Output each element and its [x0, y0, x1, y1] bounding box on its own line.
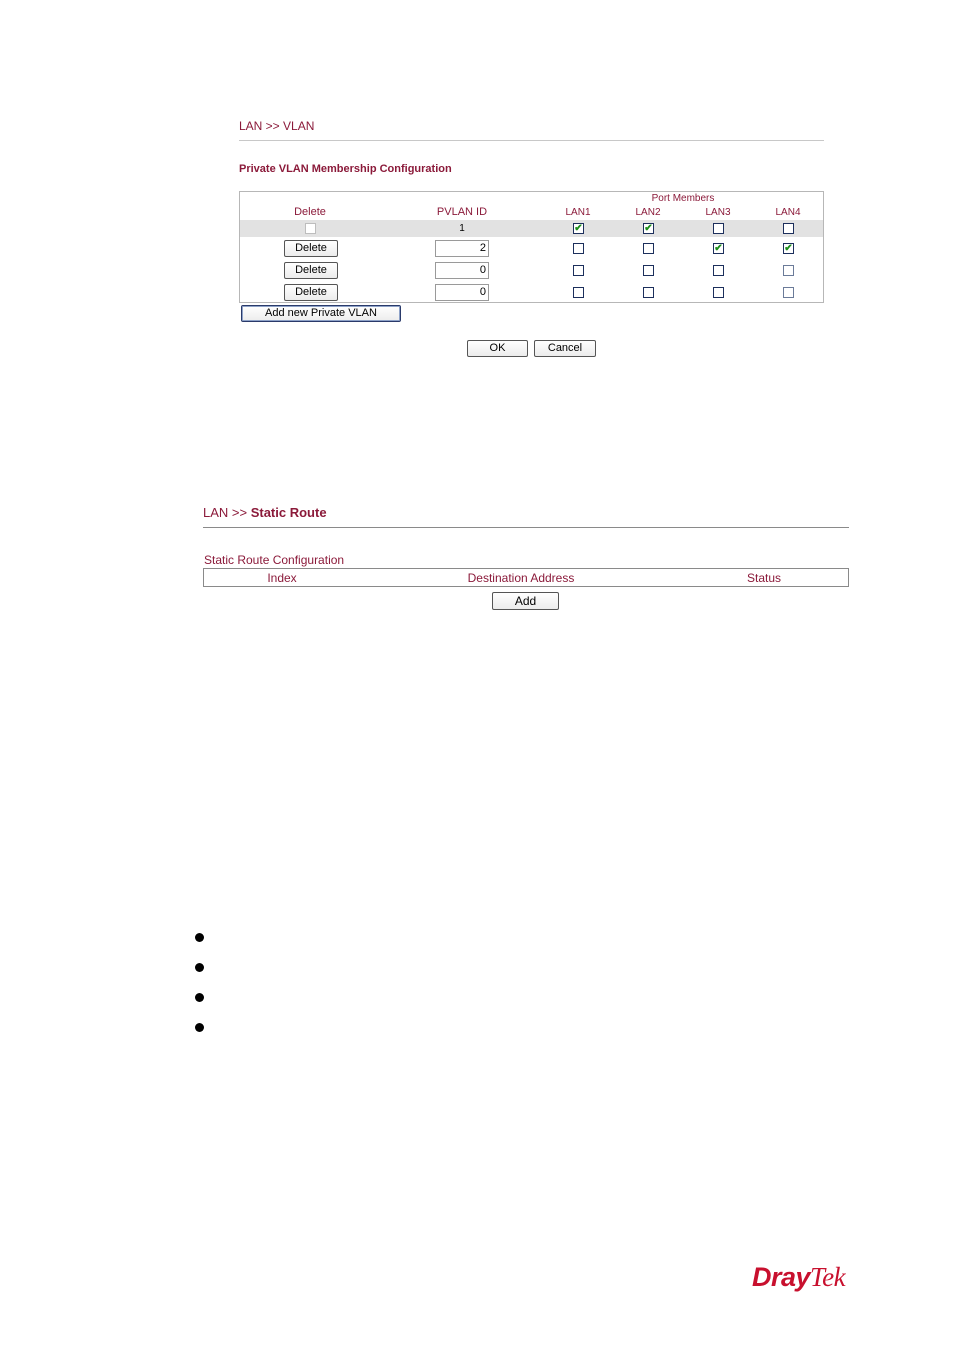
row1-delete-checkbox[interactable]: [305, 223, 316, 234]
header-status: Status: [746, 571, 782, 585]
static-route-section-title: Static Route Configuration: [204, 553, 345, 567]
header-destination-address: Destination Address: [467, 571, 575, 585]
bullet-1: [195, 933, 204, 942]
row4-lan4-checkbox[interactable]: [783, 287, 794, 298]
header-pvlan-id: PVLAN ID: [436, 206, 488, 218]
row3-lan4-checkbox[interactable]: [783, 265, 794, 276]
cancel-button[interactable]: Cancel: [534, 340, 596, 357]
row4-lan1-checkbox[interactable]: [573, 287, 584, 298]
ok-button[interactable]: OK: [467, 340, 528, 357]
header-lan1: LAN1: [565, 207, 591, 218]
table-row-default: [240, 220, 823, 237]
row1-pvlan-id: 1: [459, 223, 465, 234]
logo-tek: Tek: [810, 1262, 846, 1292]
static-route-breadcrumb: [203, 505, 327, 520]
row1-lan1-checkbox[interactable]: ✔: [574, 223, 583, 234]
add-static-route-button[interactable]: Add: [492, 592, 559, 610]
row2-lan4-checkbox[interactable]: ✔: [784, 243, 793, 254]
breadcrumb-current: Static Route: [250, 505, 327, 520]
row2-lan3-checkbox[interactable]: ✔: [714, 243, 723, 254]
bullet-4: [195, 1023, 204, 1032]
row1-lan3-checkbox[interactable]: [713, 223, 724, 234]
static-route-divider: [203, 527, 849, 528]
row3-lan2-checkbox[interactable]: [643, 265, 654, 276]
vlan-breadcrumb: LAN >> VLAN: [239, 119, 315, 133]
row3-lan3-checkbox[interactable]: [713, 265, 724, 276]
draytek-logo: [752, 1262, 845, 1293]
row4-pvlan-id-input[interactable]: 0: [435, 284, 489, 301]
row2-lan2-checkbox[interactable]: [643, 243, 654, 254]
header-port-members: Port Members: [651, 193, 715, 204]
row2-delete-button[interactable]: Delete: [284, 240, 338, 257]
header-delete: Delete: [294, 206, 326, 218]
header-lan2: LAN2: [635, 207, 661, 218]
row1-lan2-checkbox[interactable]: ✔: [644, 223, 653, 234]
header-index: Index: [267, 571, 297, 585]
row1-lan4-checkbox[interactable]: [783, 223, 794, 234]
row3-delete-button[interactable]: Delete: [284, 262, 338, 279]
bullet-2: [195, 963, 204, 972]
row2-pvlan-id-input[interactable]: 2: [435, 240, 489, 257]
vlan-divider: [239, 140, 824, 141]
row3-lan1-checkbox[interactable]: [573, 265, 584, 276]
header-lan4: LAN4: [775, 207, 801, 218]
row4-delete-button[interactable]: Delete: [284, 284, 338, 301]
vlan-section-title: Private VLAN Membership Configuration: [239, 163, 452, 175]
breadcrumb-prefix: LAN >>: [203, 505, 251, 520]
logo-dray: Dray: [752, 1262, 811, 1292]
row4-lan2-checkbox[interactable]: [643, 287, 654, 298]
row2-lan1-checkbox[interactable]: [573, 243, 584, 254]
row3-pvlan-id-input[interactable]: 0: [435, 262, 489, 279]
add-private-vlan-button[interactable]: Add new Private VLAN: [241, 305, 401, 322]
header-lan3: LAN3: [705, 207, 731, 218]
row4-lan3-checkbox[interactable]: [713, 287, 724, 298]
bullet-3: [195, 993, 204, 1002]
